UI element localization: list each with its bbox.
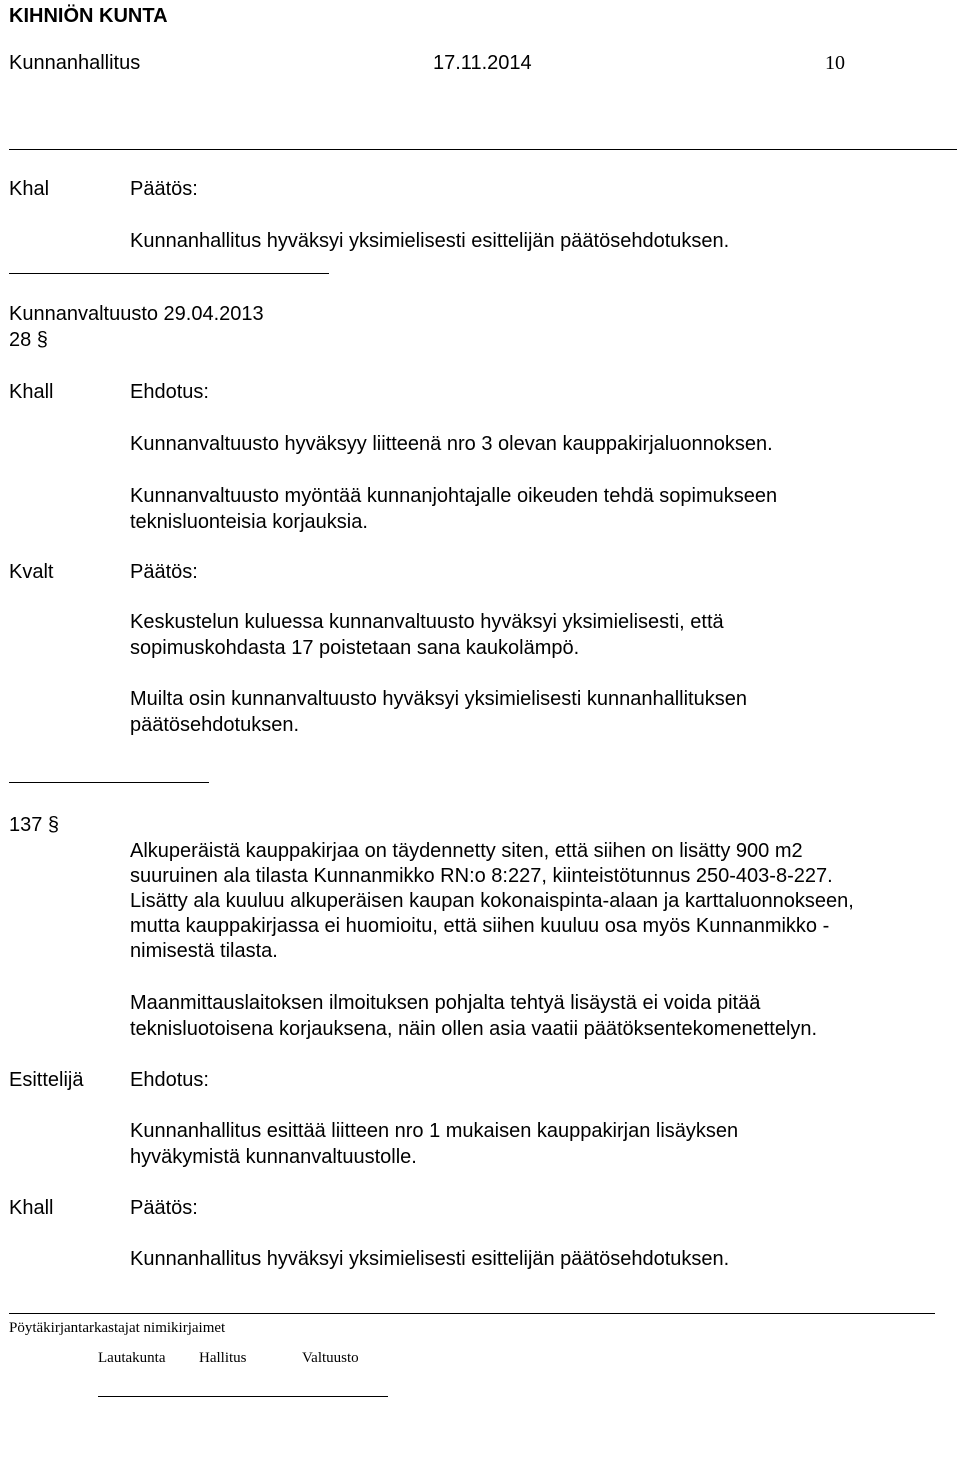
footer-col-lautakunta: Lautakunta <box>98 1350 166 1366</box>
section2-paragraph2-line1: Kunnanvaltuusto myöntää kunnanjohtajalle oikeuden tehdä sopimukseen <box>130 485 778 507</box>
section1-divider <box>9 273 329 274</box>
footer-title: Pöytäkirjantarkastajat nimikirjaimet <box>9 1320 226 1336</box>
footer-col-valtuusto: Valtuusto <box>302 1350 359 1366</box>
council-item-number: 28 § <box>9 329 48 351</box>
council-meeting-title: Kunnanvaltuusto 29.04.2013 <box>9 303 264 325</box>
section2-heading: Ehdotus: <box>130 381 209 403</box>
item-137-paragraph2-line1: Maanmittauslaitoksen ilmoituksen pohjalta tehtyä lisäystä ei voida pitää <box>130 992 761 1014</box>
section4-label: Esittelijä <box>9 1069 84 1091</box>
section5-label: Khall <box>9 1197 54 1219</box>
page-number: 10 <box>825 52 845 74</box>
item-137-paragraph1-line4: mutta kauppakirjassa ei huomioitu, että siihen kuuluu osa myös Kunnanmikko - <box>130 915 830 937</box>
section4-heading: Ehdotus: <box>130 1069 209 1091</box>
section3-paragraph2-line1: Muilta osin kunnanvaltuusto hyväksyi yksimielisesti kunnanhallituksen <box>130 688 747 710</box>
header-divider <box>9 149 957 150</box>
section3-heading: Päätös: <box>130 561 198 583</box>
footer-signature-line <box>98 1396 388 1397</box>
municipality-name: KIHNIÖN KUNTA <box>9 5 168 27</box>
section5-text: Kunnanhallitus hyväksyi yksimielisesti esittelijän päätösehdotuksen. <box>130 1248 730 1270</box>
item-137-paragraph2-line2: teknisluotoisena korjauksena, näin ollen asia vaatii päätöksentekomenettelyn. <box>130 1018 818 1040</box>
item-137-paragraph1-line5: nimisestä tilasta. <box>130 940 278 962</box>
section4-text-line1: Kunnanhallitus esittää liitteen nro 1 mukaisen kauppakirjan lisäyksen <box>130 1120 739 1142</box>
document-body-name: Kunnanhallitus <box>9 52 141 74</box>
section3-divider <box>9 782 209 783</box>
item-137-paragraph1-line3: Lisätty ala kuuluu alkuperäisen kaupan kokonaispinta-alaan ja karttaluonnokseen, <box>130 890 854 912</box>
item-137-paragraph1-line2: suuruinen ala tilasta Kunnanmikko RN:o 8:227, kiinteistötunnus 250-403-8-227. <box>130 865 833 887</box>
section1-heading: Päätös: <box>130 178 198 200</box>
item-137-paragraph1-line1: Alkuperäistä kauppakirjaa on täydennetty siten, että siihen on lisätty 900 m2 <box>130 840 803 862</box>
section3-paragraph2-line2: päätösehdotuksen. <box>130 714 300 736</box>
footer-col-hallitus: Hallitus <box>199 1350 247 1366</box>
section3-label: Kvalt <box>9 561 54 583</box>
section3-paragraph1-line1: Keskustelun kuluessa kunnanvaltuusto hyväksyi yksimielisesti, että <box>130 611 724 633</box>
section2-paragraph1: Kunnanvaltuusto hyväksyy liitteenä nro 3 olevan kauppakirjaluonnoksen. <box>130 433 773 455</box>
section4-text-line2: hyväkymistä kunnanvaltuustolle. <box>130 1146 417 1168</box>
section3-paragraph1-line2: sopimuskohdasta 17 poistetaan sana kaukolämpö. <box>130 637 580 659</box>
document-date: 17.11.2014 <box>433 52 532 74</box>
section1-label: Khal <box>9 178 50 200</box>
section1-text: Kunnanhallitus hyväksyi yksimielisesti esittelijän päätösehdotuksen. <box>130 230 730 252</box>
section2-label: Khall <box>9 381 54 403</box>
section2-paragraph2-line2: teknisluonteisia korjauksia. <box>130 511 368 533</box>
section5-heading: Päätös: <box>130 1197 198 1219</box>
footer-divider <box>9 1313 935 1314</box>
item-137-number: 137 § <box>9 814 60 836</box>
